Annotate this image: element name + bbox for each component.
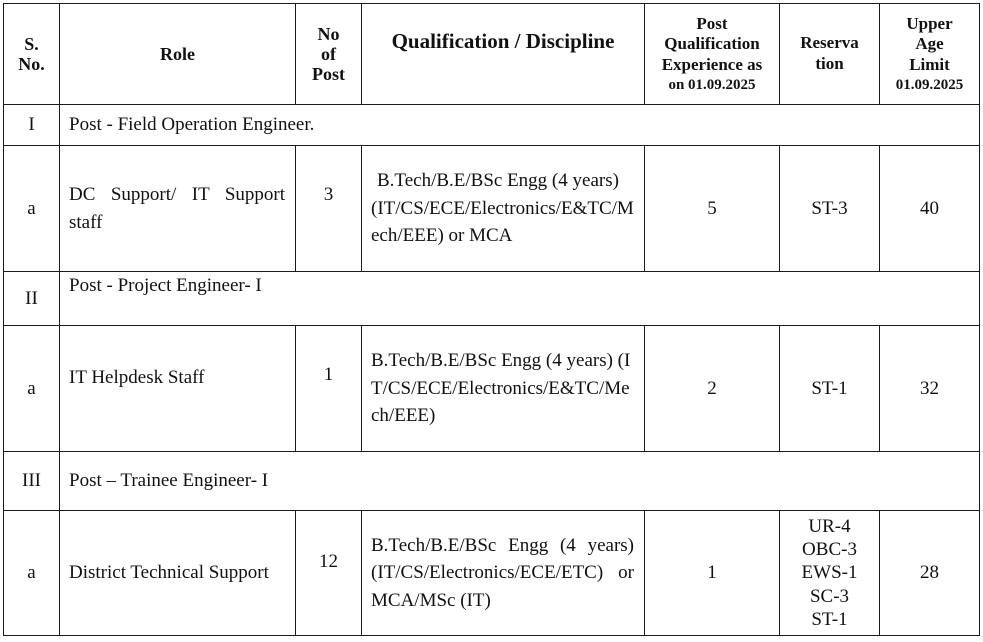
section-title: Post - Project Engineer- I: [60, 272, 980, 326]
section-title: Post - Field Operation Engineer.: [60, 105, 980, 146]
reservation-item: UR-4: [808, 516, 851, 538]
row-experience: 2: [645, 326, 780, 452]
header-sno: S. No.: [4, 4, 60, 105]
header-qualification: Qualification / Discipline: [362, 4, 645, 105]
row-sno: a: [4, 326, 60, 452]
table-row: [4, 146, 980, 272]
recruitment-table: [3, 3, 980, 636]
table-row: [4, 511, 980, 636]
row-role: DC Support/ IT Support staff: [60, 146, 296, 272]
section-row: [4, 272, 980, 326]
header-posts: No of Post: [296, 4, 362, 105]
row-posts: 12: [296, 511, 362, 636]
header-row: [4, 4, 980, 105]
row-role: District Technical Support: [60, 511, 296, 636]
row-age: 40: [880, 146, 980, 272]
header-experience: Post Qualification Experience as on 01.09.2025: [645, 4, 780, 105]
reservation-item: SC-3: [809, 585, 850, 607]
header-reservation: Reserva tion: [780, 4, 880, 105]
section-number: III: [4, 452, 60, 511]
section-number: I: [4, 105, 60, 146]
row-qualification: B.Tech/B.E/BSc Engg (4 years) (IT/CS/Electronics/ECE/ETC) or MCA/MSc (IT): [362, 511, 645, 636]
section-number: II: [4, 272, 60, 326]
row-age: 32: [880, 326, 980, 452]
row-reservation: [780, 511, 880, 636]
header-age: Upper Age Limit 01.09.2025: [880, 4, 980, 105]
row-sno: a: [4, 511, 60, 636]
row-experience: 5: [645, 146, 780, 272]
row-sno: a: [4, 146, 60, 272]
row-posts: 1: [296, 326, 362, 452]
reservation-item: EWS-1: [801, 562, 858, 584]
row-reservation: ST-3: [780, 146, 880, 272]
header-role: Role: [60, 4, 296, 105]
section-row: [4, 105, 980, 146]
table-row: [4, 326, 980, 452]
row-qualification: B.Tech/B.E/BSc Engg (4 years) (IT/CS/ECE/Electronics/E&TC/Mech/EEE) or MCA: [362, 146, 645, 272]
row-role: IT Helpdesk Staff: [60, 326, 296, 452]
row-qualification: B.Tech/B.E/BSc Engg (4 years) (IT/CS/ECE/Electronics/E&TC/Mech/EEE): [362, 326, 645, 452]
row-experience: 1: [645, 511, 780, 636]
reservation-item: OBC-3: [802, 539, 857, 561]
row-reservation: ST-1: [780, 326, 880, 452]
section-title: Post – Trainee Engineer- I: [60, 452, 980, 511]
reservation-item: ST-1: [811, 608, 848, 630]
row-posts: 3: [296, 146, 362, 272]
section-row: [4, 452, 980, 511]
row-age: 28: [880, 511, 980, 636]
